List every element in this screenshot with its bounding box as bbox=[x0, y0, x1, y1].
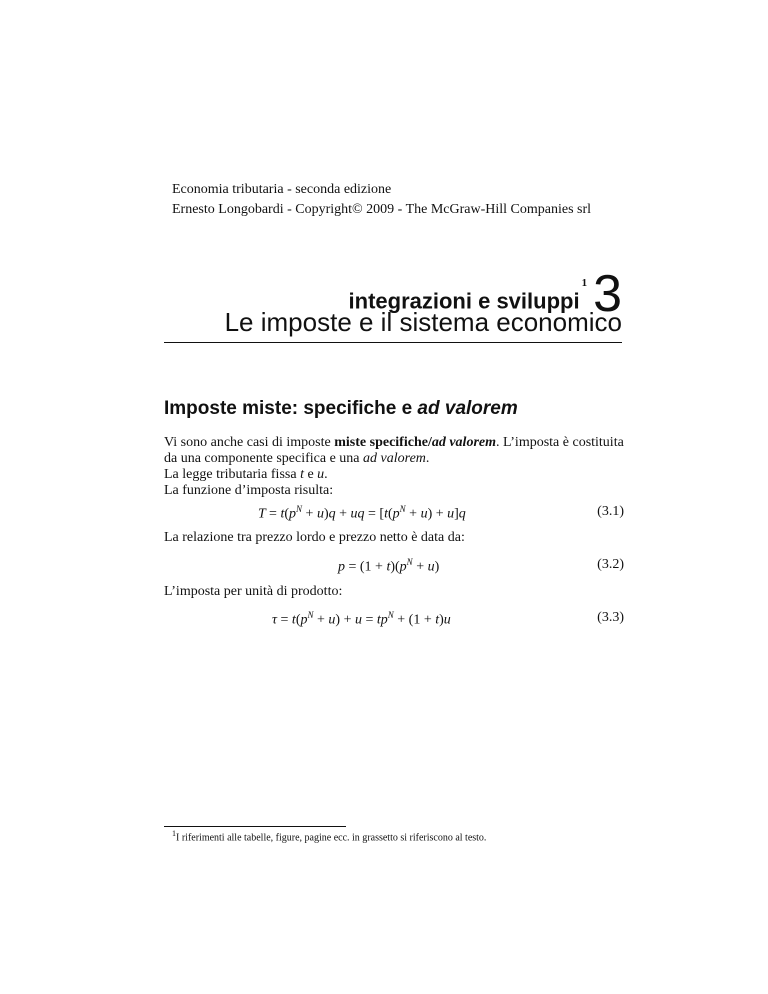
section-title-regular: Imposte miste: specifiche e bbox=[164, 398, 418, 419]
equation-number: (3.2) bbox=[597, 557, 624, 572]
book-header bbox=[172, 180, 591, 220]
chapter-divider bbox=[164, 342, 622, 343]
footnote-mark: 1 bbox=[172, 829, 176, 838]
text: . bbox=[324, 467, 328, 482]
text: Vi sono anche casi di imposte bbox=[164, 435, 335, 450]
equation-number: (3.1) bbox=[597, 504, 624, 519]
text: e bbox=[303, 467, 318, 482]
equation-number: (3.3) bbox=[597, 610, 624, 625]
bold-italic-term: ad valorem bbox=[431, 435, 496, 450]
text: . bbox=[425, 451, 430, 466]
equation-expression: $\tau = t(p^N + u) + u = tp^N + (1 + t)u$ bbox=[272, 610, 451, 628]
equation-3-1 bbox=[164, 504, 624, 526]
math-var: t bbox=[300, 467, 304, 482]
chapter-kicker-text: integrazioni e sviluppi bbox=[348, 288, 580, 313]
paragraph-intro bbox=[164, 435, 624, 499]
section-title-italic: ad valorem bbox=[417, 398, 518, 419]
footnote bbox=[172, 829, 486, 843]
equation-expression: $p = (1 + t)(p^N + u)$ bbox=[338, 557, 440, 575]
footnote-divider bbox=[164, 826, 346, 827]
paragraph-unit-tax: L’imposta per unità di prodotto: bbox=[164, 584, 343, 599]
footnote-text: I riferimenti alle tabelle, figure, pagine ecc. in grassetto si riferiscono al testo. bbox=[176, 832, 487, 844]
text: La funzione d’imposta risulta: bbox=[164, 483, 334, 498]
header-title-line: Economia tributaria - seconda edizione bbox=[172, 182, 392, 197]
text: . L’imposta è costituita bbox=[496, 435, 624, 450]
equation-3-3 bbox=[164, 610, 624, 632]
bold-term: miste specifiche/ bbox=[334, 435, 432, 450]
text: da una componente specifica e una bbox=[164, 451, 364, 466]
header-copyright-line: Ernesto Longobardi - Copyright© 2009 - The McGraw-Hill Companies srl bbox=[172, 202, 592, 217]
italic-term: ad valorem bbox=[363, 451, 426, 466]
section-title bbox=[164, 397, 518, 421]
equation-3-2 bbox=[164, 557, 624, 579]
math-var: u bbox=[317, 467, 325, 482]
chapter-footnote-mark: 1 bbox=[581, 276, 588, 289]
equation-expression: $T = t(p^N + u)q$ + uq = $[t(p^N + u) + u]q$ bbox=[258, 504, 466, 522]
paragraph-price: La relazione tra prezzo lordo e prezzo netto è data da: bbox=[164, 530, 465, 545]
chapter-title: Le imposte e il sistema economico bbox=[224, 307, 622, 337]
text: La legge tributaria fissa bbox=[164, 467, 301, 482]
chapter-number: 3 bbox=[593, 265, 622, 323]
